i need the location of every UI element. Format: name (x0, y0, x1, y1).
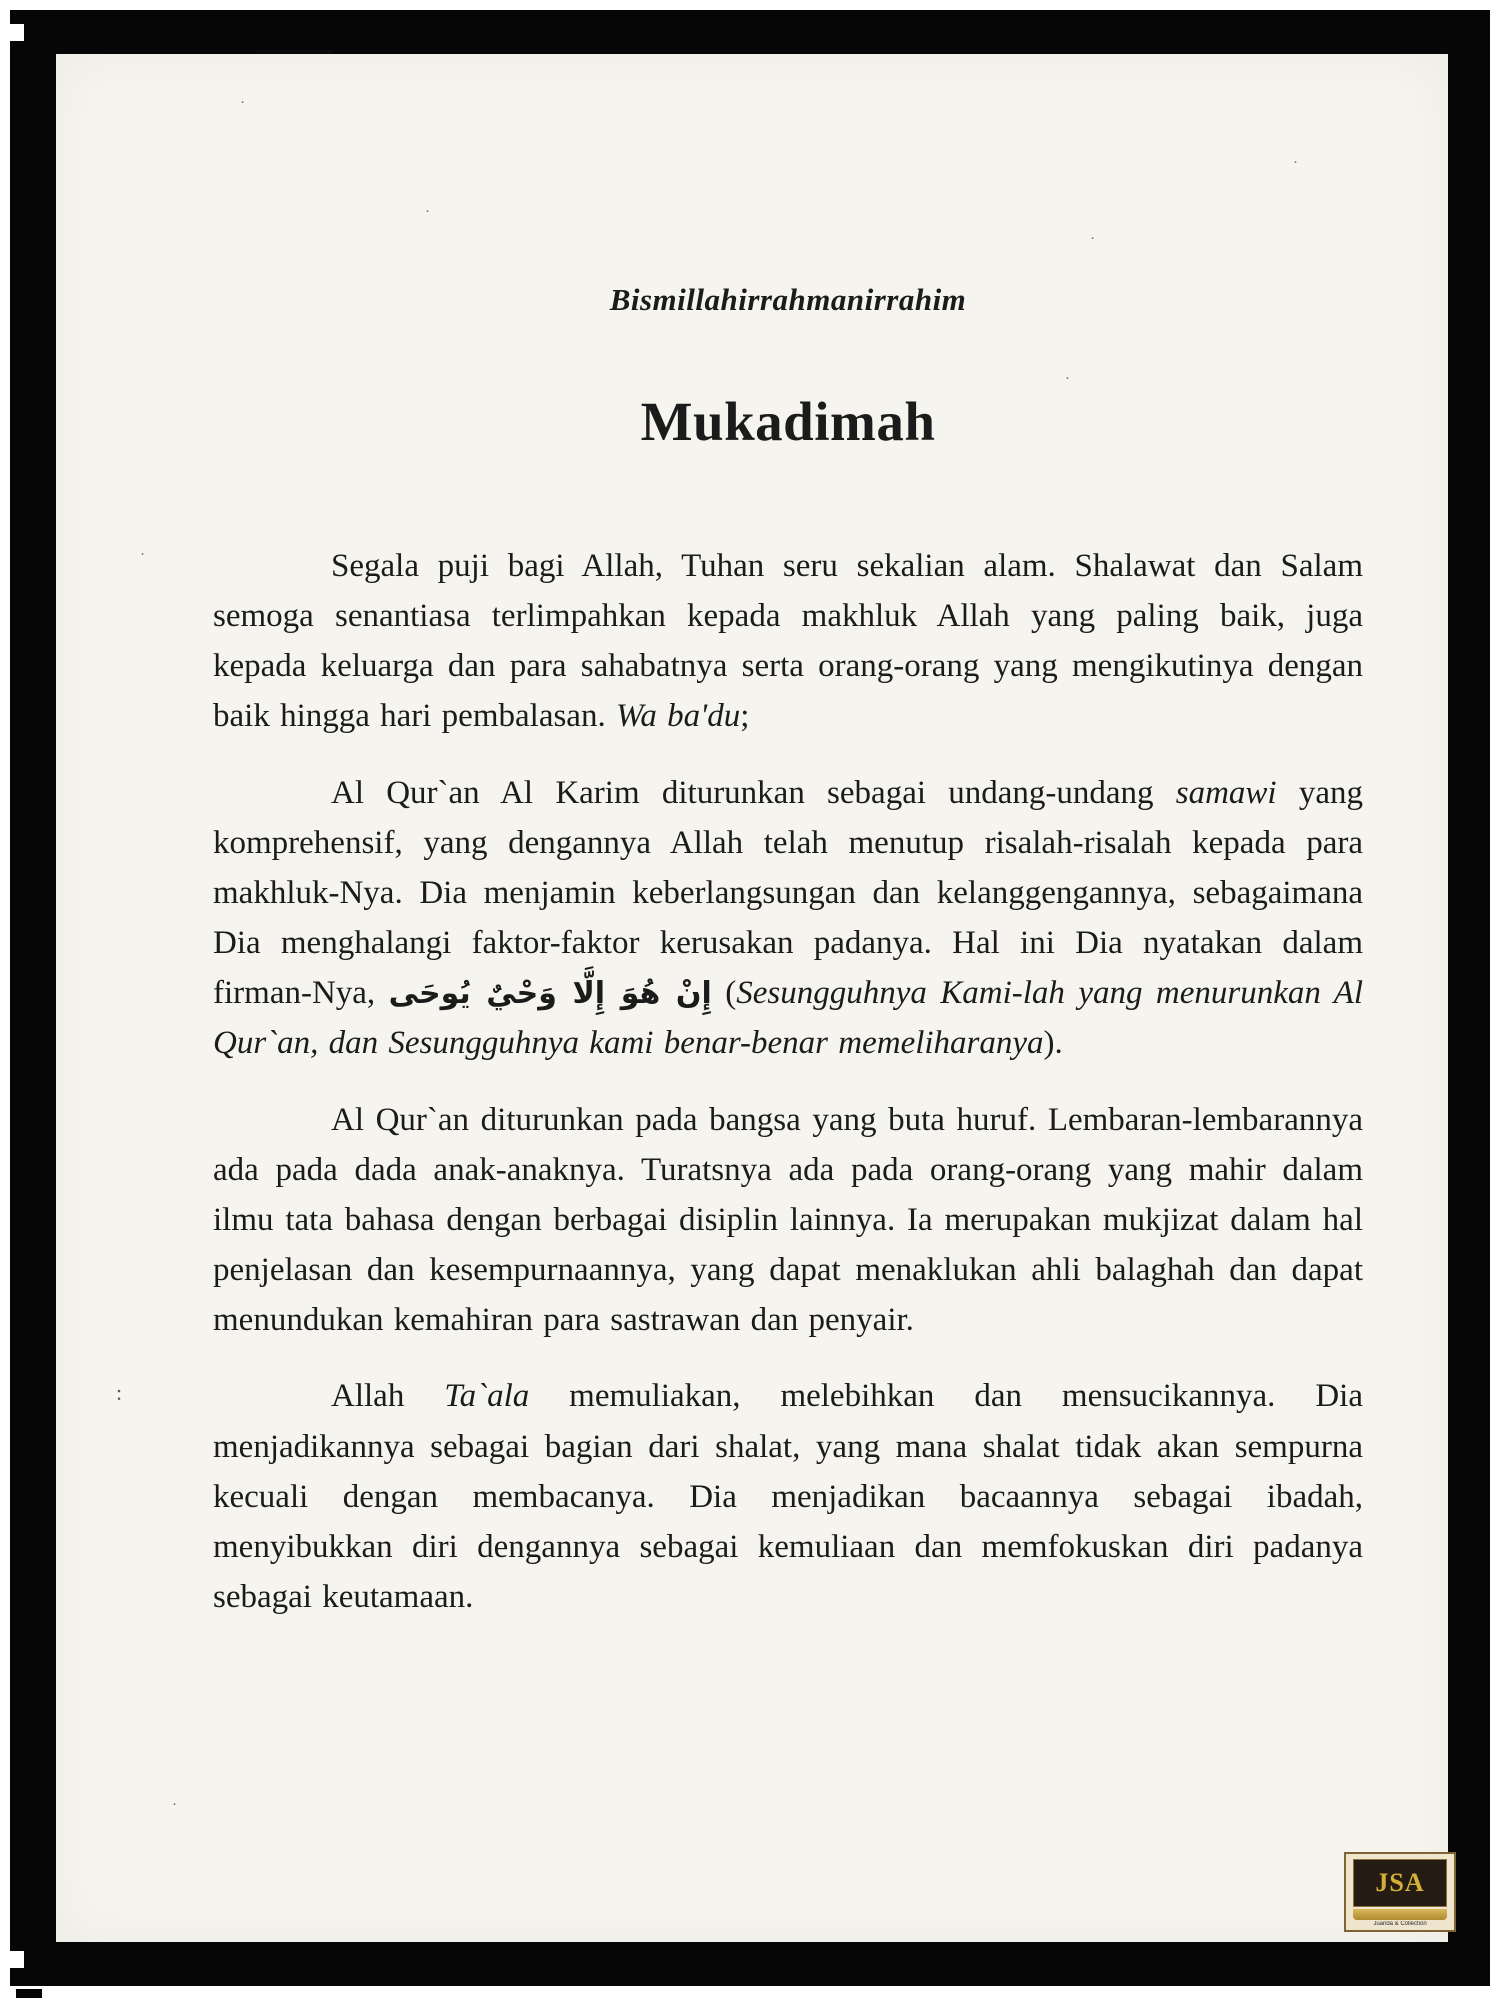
logo-caption: Juanda & Collection (1373, 1921, 1427, 1927)
logo-laptop-base-icon (1353, 1909, 1447, 1920)
text-segment: Wa ba'du (615, 698, 741, 735)
text-segment: samawi (1175, 774, 1277, 811)
paragraph (213, 541, 1363, 742)
page-content (213, 282, 1363, 1648)
scan-speck: : (116, 1380, 123, 1405)
logo-initials: JSA (1375, 1868, 1425, 1897)
text-segment: ). (1043, 1025, 1063, 1062)
publisher-logo (1344, 1852, 1456, 1932)
scan-edge-artifact (16, 1989, 42, 1998)
scan-notch-bottom-left (4, 1951, 24, 1968)
scan-speck: · (240, 95, 245, 111)
scan-speck: · (140, 547, 145, 563)
text-segment: Al Qur`an Al Karim diturunkan sebagai undang-undang (331, 774, 1176, 811)
text-segment: ; (740, 698, 750, 735)
text-segment: Al Qur`an diturunkan pada bangsa yang buta huruf. Lembaran-lembarannya ada pada dada anak-anaknya. Turatsnya ada pada orang-orang yang mahir dalam ilmu tata bahasa dengan berbagai disiplin lainnya. Ia merupakan mukjizat dalam hal penjelasan dan kesempurnaannya, yang dapat menaklukan ahli balaghah dan dapat menundukan kemahiran para sastrawan dan penyair. (213, 1101, 1363, 1339)
scan-speck: · (425, 204, 430, 220)
text-segment: Allah (331, 1378, 445, 1415)
scan-speck: · (172, 1797, 177, 1813)
arabic-quote: إِنْ هُوَ إِلَّا وَحْيٌ يُوحَى (388, 976, 712, 1012)
paragraphs (213, 541, 1363, 1622)
text-segment: Sesungguhnya Kami-lah yang menurunkan Al Qur`an, dan Sesungguhnya kami benar-benar memeliharanya (213, 975, 1363, 1062)
text-segment: yang komprehensif, yang dengannya Allah telah menutup risalah-risalah kepada para makhluk-Nya. Dia menjamin keberlangsungan dan kelanggengannya, sebagaimana Dia menghalangi faktor-faktor kerusakan padanya. Hal ini Dia nyatakan dalam firman-Nya, (213, 774, 1363, 1012)
text-segment: Segala puji bagi Allah, Tuhan seru sekalian alam. Shalawat dan Salam semoga senantiasa terlimpahkan kepada makhluk Allah yang paling baik, juga kepada keluarga dan para sahabatnya serta orang-orang yang mengikutinya dengan baik hingga hari pembalasan. (213, 548, 1363, 735)
paragraph (213, 768, 1363, 1069)
logo-laptop-screen-icon (1353, 1859, 1447, 1907)
scan-speck: · (1065, 371, 1070, 387)
text-segment: Ta`ala (444, 1378, 530, 1415)
book-page (56, 54, 1448, 1942)
scan-speck: · (1090, 231, 1095, 247)
paragraph (213, 1095, 1363, 1346)
text-segment: memuliakan, melebihkan dan mensucikannya. Dia menjadikannya sebagai bagian dari shalat, yang mana shalat tidak akan sempurna kecuali dengan membacanya. Dia menjadikan bacaannya sebagai ibadah, menyibukkan diri dengannya sebagai kemuliaan dan memfokuskan diri padanya sebagai keutamaan. (213, 1378, 1363, 1615)
basmalah-heading: Bismillahirrahmanirrahim (609, 282, 967, 317)
scan-notch-top-left (4, 24, 24, 41)
scan-speck: · (1293, 155, 1298, 171)
text-segment: ( (711, 975, 737, 1012)
page-title: Mukadimah (640, 391, 936, 452)
paragraph (213, 1371, 1363, 1622)
